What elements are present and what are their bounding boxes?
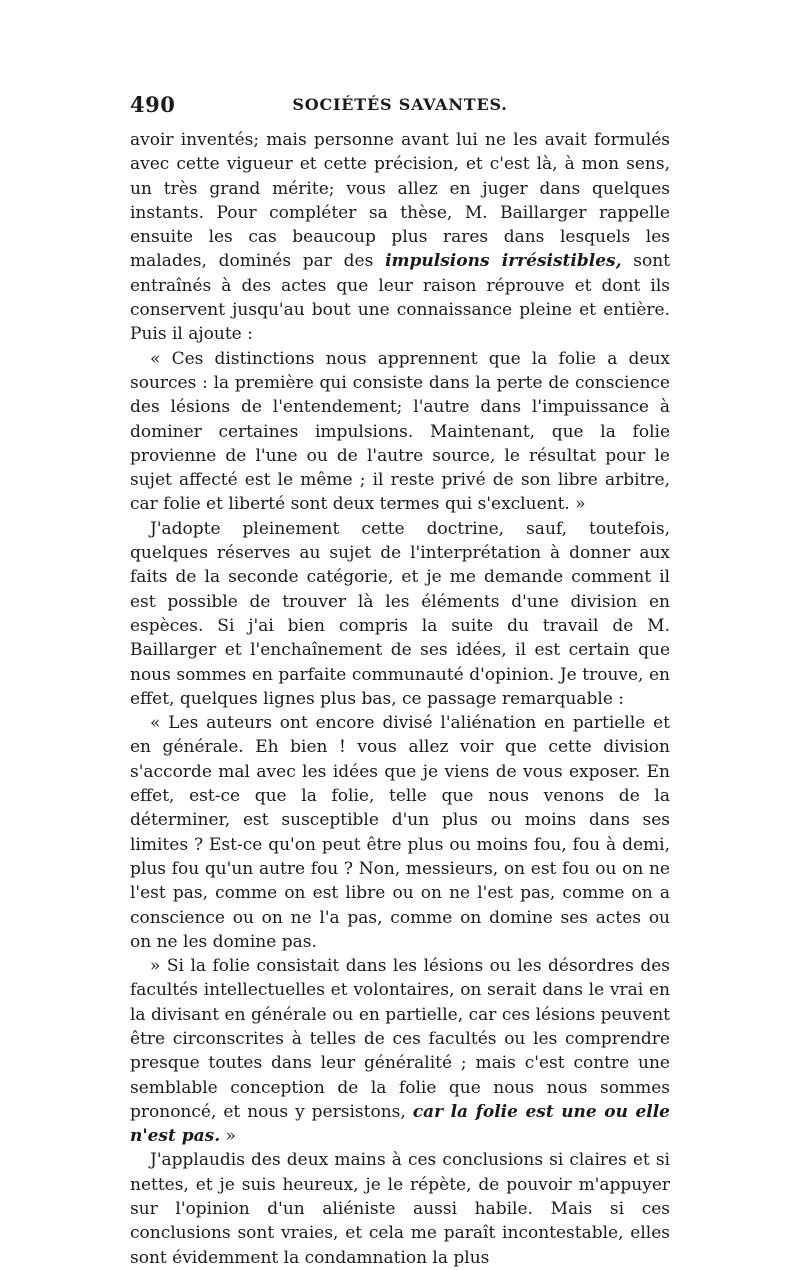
text-segment: « Ces distinctions nous apprennent que la folie a deux sources : la première qui consiste dans la perte de conscience des lésions de l'entendement; l'autre dans l'impuissance à dominer certaines impulsions. Maintenant, que la folie provienne de l'une ou de l'autre source, le résultat pour le sujet affecté est le même ; il reste privé de son libre arbitre, car folie et liberté sont deux termes qui s'excluent. » (130, 348, 670, 515)
text-segment: J'adopte pleinement cette doctrine, sauf, toutefois, quelques réserves au sujet de l'interprétation à donner aux faits de la seconde catégorie, et je me demande comment il est possible de trouver là les éléments d'une division en espèces. Si j'ai bien compris la suite du travail de M. Baillarger et l'enchaînement de ses idées, il est certain que nous sommes en parfaite communauté d'opinion. Je trouve, en effet, quelques lignes plus bas, ce passage remarquable : (130, 518, 670, 709)
paragraph (130, 1148, 670, 1269)
paragraph (130, 347, 670, 517)
paragraph (130, 954, 670, 1148)
paragraph (130, 517, 670, 711)
text-segment: J'applaudis des deux mains à ces conclusions si claires et si nettes, et je suis heureux, je le répète, de pouvoir m'appuyer sur l'opinion d'un aliéniste aussi habile. Mais si ces conclusions sont vraies, et cela me paraît incontestable, elles sont évidemment la condamnation la plus (130, 1150, 670, 1268)
text-segment: » Si la folie consistait dans les lésions ou les désordres des facultés intellectuelles et volontaires, on serait dans le vrai en la divisant en générale ou en partielle, car ces lésions peuvent être circonscrites à telles de ces facultés ou les comprendre presque toutes dans leur généralité ; mais c'est contre une semblable conception de la folie que nous nous sommes prononcé, et nous y persistons, (130, 956, 670, 1122)
text-segment: avoir inventés; mais personne avant lui ne les avait formulés avec cette vigueur et cette précision, et c'est là, à mon sens, un très grand mérite; vous allez en juger dans quelques instants. Pour compléter sa thèse, M. Baillarger rappelle ensuite les cas beaucoup plus rares dans lesquels les malades, dominés par des (130, 130, 670, 272)
body-text (130, 128, 670, 1270)
running-title: SOCIÉTÉS SAVANTES. (292, 95, 508, 114)
italic-segment: car la folie est une ou elle n'est pas. (130, 1101, 670, 1147)
text-segment: sont entraînés à des actes que leur raison réprouve et dont ils conservent jusqu'au bout une connaissance pleine et entière. Puis il ajoute : (130, 251, 670, 345)
text-segment: « Les auteurs ont encore divisé l'aliénation en partielle et en générale. Eh bien ! vous allez voir que cette division s'accorde mal avec les idées que je viens de vous exposer. En effet, est-ce que la folie, telle que nous venons de la déterminer, est susceptible d'un plus ou moins dans ses limites ? Est-ce qu'on peut être plus ou moins fou, fou à demi, plus fou qu'un autre fou ? Non, messieurs, on est fou ou on ne l'est pas, comme on est libre ou on ne l'est pas, comme on a conscience ou on ne l'a pas, comme on domine ses actes ou on ne les domine pas. (130, 713, 670, 952)
page-number: 490 (130, 92, 176, 117)
book-page (130, 92, 670, 1270)
page-header (130, 92, 670, 120)
paragraph (130, 128, 670, 347)
text-segment: » (220, 1126, 236, 1147)
italic-segment: impulsions irrésistibles, (385, 251, 622, 272)
paragraph (130, 711, 670, 954)
